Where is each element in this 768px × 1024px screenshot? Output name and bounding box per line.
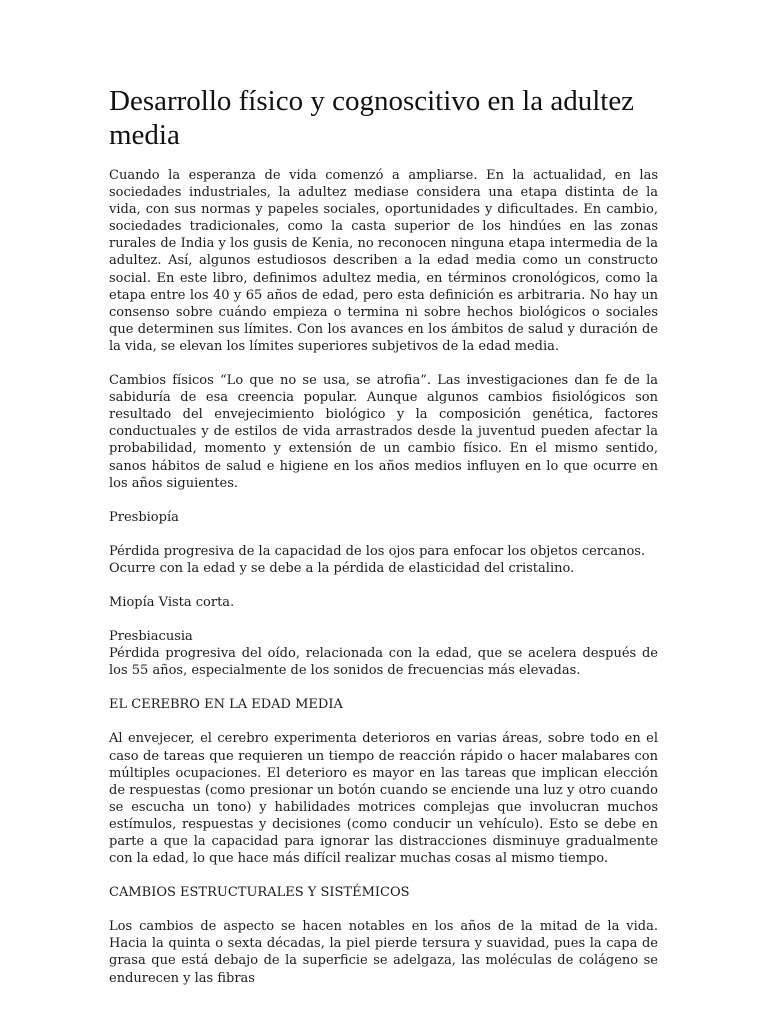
miopia-definition: Miopía Vista corta. xyxy=(109,594,235,610)
document-page xyxy=(109,84,658,1004)
brain-paragraph: Al envejecer, el cerebro experimenta deterioros en varias áreas, sobre todo en el caso de tareas que requieren un tiempo de reacción rápido o hacer malabares con múltiples ocupaciones. El deterioro es mayor en las tareas que implican elección de respuestas (como presionar un botón cuando se enciende una luz y otro cuando se escucha un tono) y habilidades motrices complejas que involucran muchos estímulos, respuestas y decisiones (como conducir un vehículo). Esto se debe en parte a que la capacidad para ignorar las distracciones disminuye gradualmente con la edad, lo que hace más difícil realizar muchas cosas al mismo tiempo. xyxy=(109,731,658,867)
presbiopia-definition: Pérdida progresiva de la capacidad de los ojos para enfocar los objetos cercanos. Ocurre con la edad y se debe a la pérdida de elasticidad del cristalino. xyxy=(109,543,646,576)
intro-paragraph: Cuando la esperanza de vida comenzó a ampliarse. En la actualidad, en las sociedades industriales, la adultez mediase considera una etapa distinta de la vida, con sus normas y papeles sociales, oportunidades y dificultades. En cambio, sociedades tradicionales, como la casta superior de los hindúes en las zonas rurales de India y los gusis de Kenia, no reconocen ninguna etapa intermedia de la adultez. Así, algunos estudiosos describen a la edad media como un constructo social. En este libro, definimos adultez media, en términos cronológicos, como la etapa entre los 40 y 65 años de edad, pero esta definición es arbitraria. No hay un consenso sobre cuándo empieza o termina ni sobre hechos biológicos o sociales que determinen sus límites. Con los avances en los ámbitos de salud y duración de la vida, se elevan los límites superiores subjetivos de la edad media. xyxy=(109,168,658,354)
structural-changes-paragraph: Los cambios de aspecto se hacen notables en los años de la mitad de la vida. Hacia la quinta o sexta décadas, la piel pierde tersura y suavidad, pues la capa de grasa que está debajo de la superficie se adelgaza, las moléculas de colágeno se endurecen y las fibras xyxy=(109,919,658,986)
section-heading-cambios: CAMBIOS ESTRUCTURALES Y SISTÉMICOS xyxy=(109,885,410,901)
physical-changes-paragraph: Cambios físicos “Lo que no se usa, se atrofia”. Las investigaciones dan fe de la sabiduría de esa creencia popular. Aunque algunos cambios fisiológicos son resultado del envejecimiento biológico y la composición genética, factores conductuales y de estilos de vida arrastrados desde la juventud pueden afectar la probabilidad, momento y extensión de un cambio físico. En el mismo sentido, sanos hábitos de salud e higiene en los años medios influyen en lo que ocurre en los años siguientes. xyxy=(109,373,658,491)
presbiacusia-definition: Pérdida progresiva del oído, relacionada con la edad, que se acelera después de los 55 años, especialmente de los sonidos de frecuencias más elevadas. xyxy=(109,646,658,679)
presbiopia-term: Presbiopía xyxy=(109,509,179,525)
presbiacusia-term: Presbiacusia xyxy=(109,629,193,645)
section-heading-cerebro: EL CEREBRO EN LA EDAD MEDIA xyxy=(109,697,343,713)
document-title: Desarrollo físico y cognoscitivo en la adultez media xyxy=(109,85,635,151)
